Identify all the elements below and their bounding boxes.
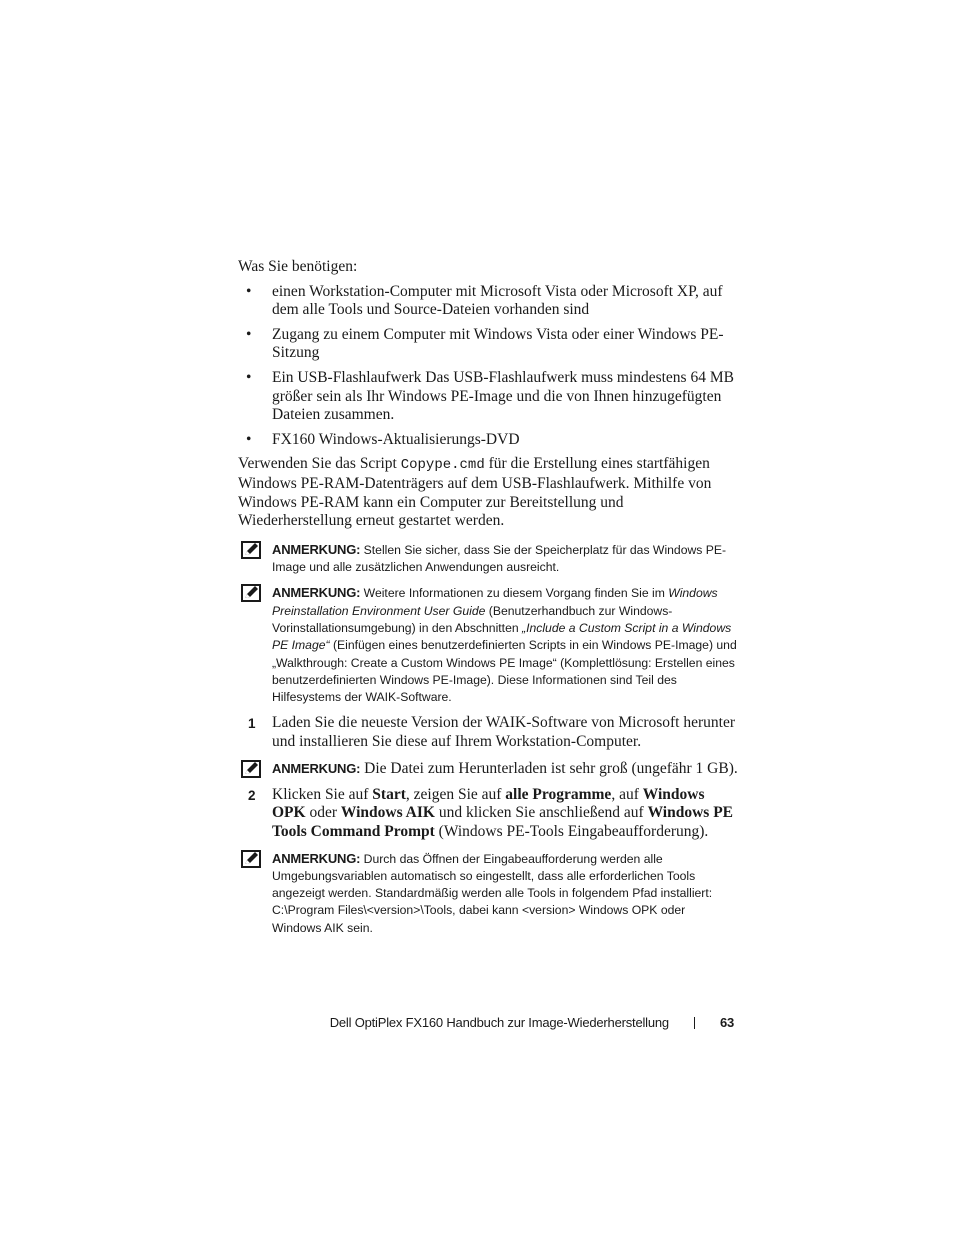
bullet-symbol: • xyxy=(246,368,252,386)
note-pencil-icon xyxy=(241,541,261,559)
page-number: 63 xyxy=(719,1015,734,1030)
list-item xyxy=(238,326,738,363)
footer-title: Dell OptiPlex FX160 Handbuch zur Image-Wiederherstellung xyxy=(329,1015,669,1030)
list-item-text: Zugang zu einem Computer mit Windows Vista oder einer Windows PE-Sitzung xyxy=(272,325,724,362)
list-item-text: FX160 Windows-Aktualisierungs-DVD xyxy=(272,430,520,448)
note-label: ANMERKUNG: xyxy=(272,850,361,866)
script-name: Copype.cmd xyxy=(400,457,485,474)
list-item xyxy=(238,283,738,320)
note-text: Die Datei zum Herunterladen ist sehr groß (ungefähr 1 GB). xyxy=(360,759,738,777)
footer-divider xyxy=(694,1017,695,1029)
step-number: 1 xyxy=(248,716,256,732)
intro-text: Was Sie benötigen: xyxy=(238,258,358,275)
note-label: ANMERKUNG: xyxy=(272,541,361,557)
note-text: Stellen Sie sicher, dass Sie der Speicherplatz für das Windows PE-Image und alle zusätzlichen Anwendungen ausreicht. xyxy=(272,542,727,575)
note-waik-help: ANMERKUNG: Weitere Informationen zu diesem Vorgang finden Sie im Windows Preinstallation Environment User Guide (Benutzerhandbuch zur Windows-Vorinstallationsumgebung) in den Abschnitten „Include a Custom Script in a Windows PE Image“ (Einfügen eines benutzerdefinierten Scripts in ein Windows PE-Image) und „Walkthrough: Create a Custom Windows PE Image“ (Komplettlösung: Erstellen eines benutzerdefinierten Windows PE-Image). Diese Informationen sind Teil des Hilfesystems der WAIK-Software. xyxy=(238,584,738,706)
note-pencil-icon xyxy=(241,760,261,778)
list-item-text: Ein USB-Flashlaufwerk Das USB-Flashlaufwerk muss mindestens 64 MB größer sein als Ihr Windows PE-Image und die von Ihnen hinzugefügten Dateien zusammen. xyxy=(272,368,734,424)
step-1 xyxy=(238,714,738,751)
copype-paragraph: Verwenden Sie das Script Copype.cmd für die Erstellung eines startfähigen Windows PE-RAM-Datenträgers auf dem USB-Flashlaufwerk. Mithilfe von Windows PE-RAM kann ein Computer zur Bereitstellung und Wiederherstellung erneut gestartet werden. xyxy=(238,455,712,530)
note-label: ANMERKUNG: xyxy=(272,760,361,776)
bullet-symbol: • xyxy=(246,430,252,448)
guide-title: Windows Preinstallation Environment User Guide xyxy=(272,586,718,618)
note-command-prompt xyxy=(238,850,738,937)
list-item xyxy=(238,431,738,450)
requirements-list xyxy=(238,283,738,450)
note-pencil-icon xyxy=(241,850,261,868)
note-pencil-icon xyxy=(241,584,261,602)
list-item xyxy=(238,369,738,425)
list-item-text: einen Workstation-Computer mit Microsoft Vista oder Microsoft XP, auf dem alle Tools und Source-Dateien vorhanden sind xyxy=(272,282,723,319)
step-number: 2 xyxy=(248,787,256,803)
note-label: ANMERKUNG: xyxy=(272,585,361,601)
step-2: 2 Klicken Sie auf Start, zeigen Sie auf alle Programme, auf Windows OPK oder Windows AIK und klicken Sie anschließend auf Windows PE Tools Command Prompt (Windows PE-Tools Eingabeaufforderung). xyxy=(248,785,734,840)
bullet-symbol: • xyxy=(246,325,252,343)
page-content xyxy=(238,258,738,945)
bullet-symbol: • xyxy=(246,282,252,300)
note-storage xyxy=(238,541,738,577)
step-text: Laden Sie die neueste Version der WAIK-Software von Microsoft herunter und installieren Sie diese auf Ihrem Workstation-Computer. xyxy=(272,714,736,750)
page-footer xyxy=(330,1015,734,1030)
note-download-size xyxy=(238,760,738,778)
section-title: „Include a Custom Script in a Windows PE Image“ xyxy=(272,620,732,653)
note-text: Durch das Öffnen der Eingabeaufforderung werden alle Umgebungsvariablen automatisch so eingestellt, dass alle erforderlichen Tools angezeigt werden. Standardmäßig werden alle Tools in folgendem Pfad installiert: C:\Program Files\<version>\Tools, dabei kann <version> Windows OPK oder Windows AIK sein. xyxy=(272,851,713,935)
